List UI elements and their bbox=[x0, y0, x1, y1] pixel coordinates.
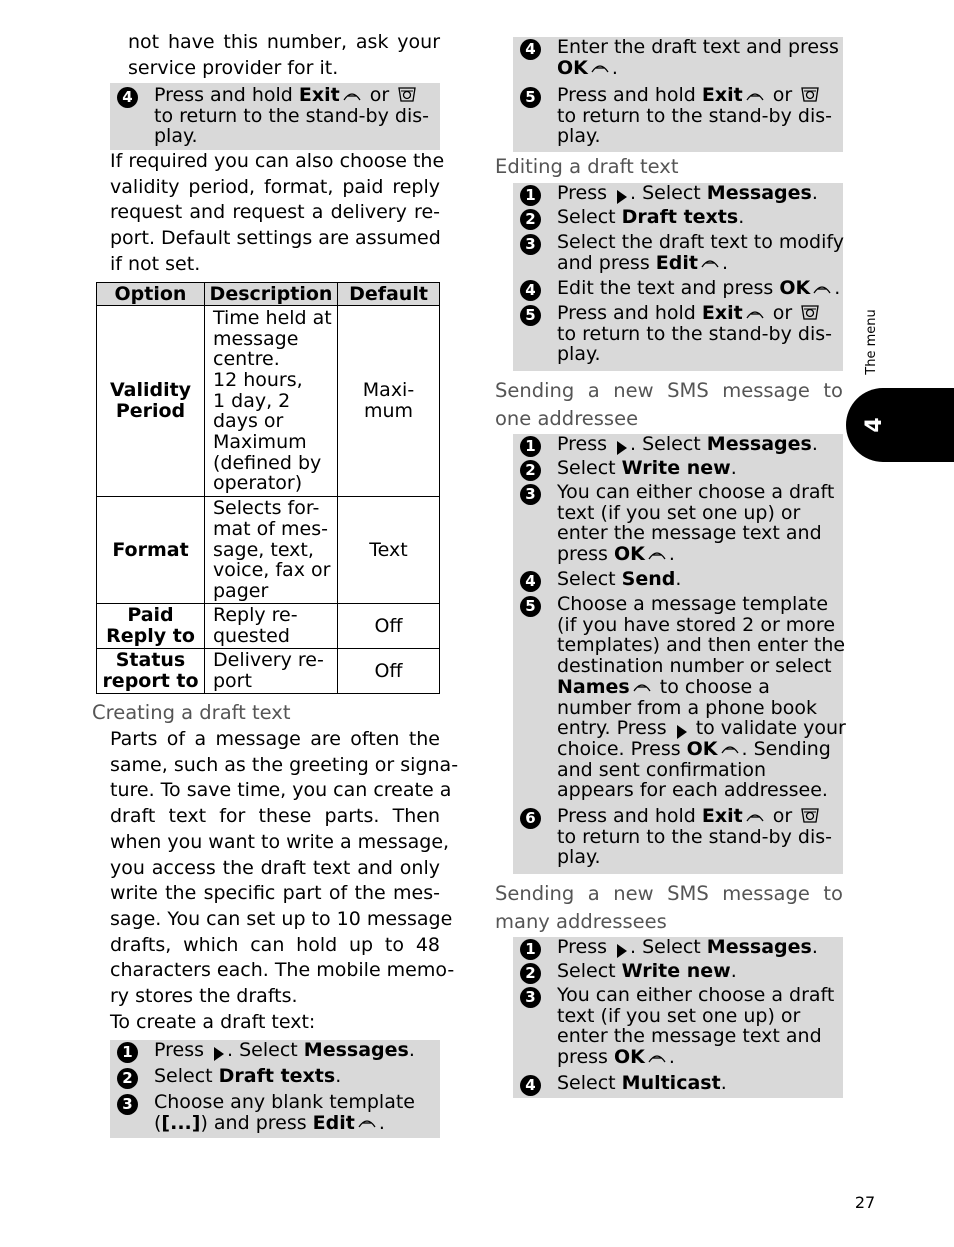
default-cell: Maxi- mum bbox=[338, 306, 440, 497]
table-header-row bbox=[97, 283, 440, 306]
softkey-icon bbox=[342, 88, 362, 102]
right-arrow-key-icon bbox=[617, 441, 627, 455]
text-line: not have this number, ask your bbox=[128, 31, 440, 53]
softkey-icon bbox=[632, 679, 652, 693]
step-number-badge: 5 bbox=[520, 596, 541, 617]
text-line: service provider for it. bbox=[128, 56, 339, 79]
text-line: you access the draft text and only bbox=[110, 856, 440, 879]
column-header-option: Option bbox=[97, 283, 205, 306]
text-line: validity period, format, paid reply bbox=[110, 175, 440, 198]
step-box-exit bbox=[110, 83, 440, 150]
step-box-one-addressee: 1 Press . Select Messages. 2 Select Write new. 3 You can either choose a draft text (if you set one up) or enter the message text and press OK . 4 Select Send. 5 Choose a message template (if you have stored 2 or more templates) and then enter the destination number or select Names to choose a number from a phone book entry. Press to validate your choice. Press OK . Sending and sent confirmation appears for each addressee. 6 Press and hold Exit or to return to the stand-by dis- play. bbox=[513, 434, 843, 874]
description-cell: Time held at message centre. 12 hours, 1 day, 2 days or Maximum (defined by operator) bbox=[205, 306, 338, 497]
step-number-badge: 1 bbox=[520, 436, 541, 457]
text-line: sage. You can set up to 10 message bbox=[110, 907, 453, 930]
column-header-description: Description bbox=[205, 283, 338, 306]
text-line: drafts, which can hold up to 48 bbox=[110, 933, 440, 956]
text-line: when you want to write a message, bbox=[110, 830, 450, 853]
section-title-creating: Creating a draft text bbox=[92, 701, 291, 724]
table-row bbox=[97, 306, 440, 497]
step-number-badge: 3 bbox=[520, 234, 541, 255]
default-cell: Off bbox=[338, 649, 440, 694]
softkey-icon bbox=[812, 281, 832, 295]
step-box-many-addressees: 1 Press . Select Messages. 2 Select Write new. 3 You can either choose a draft text (if you set one up) or enter the message text and press OK . 4 Select Multicast. bbox=[513, 937, 843, 1098]
exit-label: Exit bbox=[298, 84, 340, 106]
end-call-key-icon bbox=[800, 303, 820, 321]
step-number-badge: 5 bbox=[520, 305, 541, 326]
step-number-badge: 4 bbox=[117, 87, 138, 108]
step-number-badge: 3 bbox=[117, 1094, 138, 1115]
step-box-create-cont: 4 Enter the draft text and press OK . 5 Press and hold Exit or to return to the stand-by dis- play. bbox=[513, 37, 843, 152]
step-number-badge: 4 bbox=[520, 39, 541, 60]
right-arrow-key-icon bbox=[617, 944, 627, 958]
step-number-badge: 2 bbox=[117, 1068, 138, 1089]
step-text: play. bbox=[154, 125, 198, 148]
step-box-editing: 1 Press . Select Messages. 2 Select Draft texts. 3 Select the draft text to modify and press Edit . 4 Edit the text and press OK . 5 Press and hold Exit or to return to the stand-by dis- play. bbox=[513, 183, 843, 371]
text-line: draft text for these parts. Then bbox=[110, 805, 440, 828]
text-line: ry stores the drafts. bbox=[110, 985, 298, 1008]
step-number-badge: 3 bbox=[520, 484, 541, 505]
table-row bbox=[97, 649, 440, 694]
text-line: characters each. The mobile memo- bbox=[110, 959, 455, 982]
right-arrow-key-icon bbox=[214, 1047, 224, 1061]
end-call-key-icon bbox=[397, 85, 417, 103]
step-number-badge: 3 bbox=[520, 987, 541, 1008]
step-text: to return to the stand-by dis- bbox=[154, 104, 429, 127]
text-line: ture. To save time, you can create a bbox=[110, 779, 452, 802]
softkey-icon bbox=[700, 255, 720, 269]
default-cell: Off bbox=[338, 604, 440, 649]
section-title-editing: Editing a draft text bbox=[495, 155, 679, 178]
step-text: or bbox=[363, 84, 396, 106]
text-line: request and request a delivery re- bbox=[110, 201, 440, 224]
right-arrow-key-icon bbox=[617, 190, 627, 204]
text-line: port. Default settings are assumed bbox=[110, 227, 441, 250]
default-cell: Text bbox=[338, 497, 440, 604]
intro-paragraph bbox=[128, 30, 440, 81]
step-number-badge: 2 bbox=[520, 460, 541, 481]
column-header-default: Default bbox=[338, 283, 440, 306]
step-number-badge: 2 bbox=[520, 963, 541, 984]
step-number-badge: 5 bbox=[520, 87, 541, 108]
text-line: To create a draft text: bbox=[110, 1010, 316, 1033]
step-number-badge: 1 bbox=[520, 185, 541, 206]
end-call-key-icon bbox=[800, 85, 820, 103]
page-number: 27 bbox=[854, 1193, 876, 1212]
option-cell: Format bbox=[97, 497, 205, 604]
text-line: write the specific part of the mes- bbox=[110, 882, 440, 905]
softkey-icon bbox=[647, 547, 667, 561]
right-arrow-key-icon bbox=[677, 725, 687, 739]
text-line: If required you can also choose the bbox=[110, 150, 445, 172]
table-row bbox=[97, 497, 440, 604]
section-title-many-addressees: Sending a new SMS message to many addressees bbox=[495, 882, 843, 933]
softkey-icon bbox=[647, 1050, 667, 1064]
end-call-key-icon bbox=[800, 806, 820, 824]
description-cell: Delivery re- port bbox=[205, 649, 338, 694]
options-table bbox=[96, 282, 440, 694]
description-cell: Selects for- mat of mes- sage, text, voice, fax or pager bbox=[205, 497, 338, 604]
step-number-badge: 4 bbox=[520, 1075, 541, 1096]
validity-paragraph bbox=[110, 149, 445, 278]
option-cell: Status report to bbox=[97, 649, 205, 694]
step-number-badge: 2 bbox=[520, 209, 541, 230]
chapter-number: 4 bbox=[862, 417, 887, 433]
step-number-badge: 1 bbox=[520, 939, 541, 960]
text-line: same, such as the greeting or signa- bbox=[110, 753, 459, 776]
step-number-badge: 1 bbox=[117, 1042, 138, 1063]
section-title-one-addressee: Sending a new SMS message to one addressee bbox=[495, 379, 843, 430]
text-line: Parts of a message are often the bbox=[110, 728, 440, 750]
step-number-badge: 4 bbox=[520, 280, 541, 301]
softkey-icon bbox=[357, 1115, 377, 1129]
text-line: if not set. bbox=[110, 252, 201, 275]
softkey-icon bbox=[720, 741, 740, 755]
softkey-icon bbox=[745, 809, 765, 823]
chapter-side-label: The menu bbox=[864, 309, 879, 375]
step-number-badge: 6 bbox=[520, 808, 541, 829]
creating-paragraph bbox=[110, 727, 459, 1035]
option-cell: Validity Period bbox=[97, 306, 205, 497]
step-number-badge: 4 bbox=[520, 571, 541, 592]
softkey-icon bbox=[745, 88, 765, 102]
softkey-icon bbox=[590, 60, 610, 74]
step-text: Press and hold bbox=[154, 84, 299, 106]
softkey-icon bbox=[745, 306, 765, 320]
table-row bbox=[97, 604, 440, 649]
step-box-create: 1 Press . Select Messages. 2 Select Draft texts. 3 Choose any blank template ([...]) and press Edit . bbox=[110, 1040, 440, 1138]
option-cell: Paid Reply to bbox=[97, 604, 205, 649]
description-cell: Reply re- quested bbox=[205, 604, 338, 649]
